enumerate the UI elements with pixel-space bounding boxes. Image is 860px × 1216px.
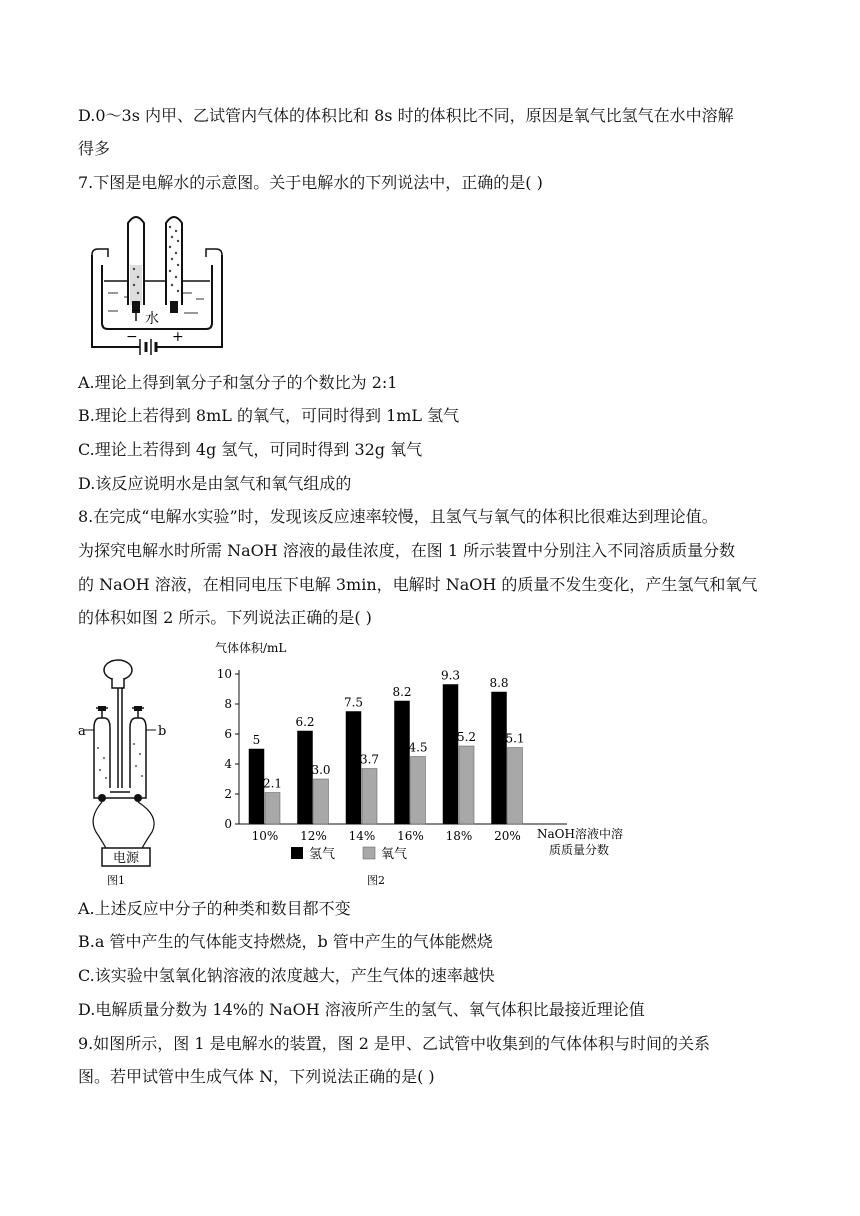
legend-label-hydrogen: 氢气 — [309, 847, 336, 862]
bar-oxygen — [508, 748, 523, 825]
plus-label: + — [172, 329, 184, 345]
y-tick-label: 0 — [224, 817, 232, 831]
bar-oxygen — [411, 757, 426, 825]
power-label: 电源 — [112, 851, 140, 866]
bar-oxygen — [314, 779, 329, 824]
q7-electrolysis-diagram — [88, 205, 238, 355]
bar-hydrogen — [492, 692, 507, 824]
q8-option-a: A.上述反应中分子的种类和数目都不变 — [78, 899, 351, 918]
fig1-caption: 图1 — [107, 874, 125, 887]
bar-label-oxygen: 3.0 — [311, 763, 331, 777]
option-d-prev-line2: 得多 — [78, 139, 111, 158]
bar-oxygen — [265, 793, 280, 825]
q8-option-c: C.该实验中氢氧化钠溶液的浓度越大，产生气体的速率越快 — [78, 966, 495, 985]
legend-label-oxygen: 氧气 — [381, 847, 408, 862]
x-tick-label: 18% — [445, 829, 473, 843]
bar-label-oxygen: 2.1 — [262, 776, 283, 791]
legend-swatch-hydrogen — [291, 847, 303, 859]
option-d-prev-line1: D.0～3s 内甲、乙试管内气体的体积比和 8s 时的体积比不同，原因是氧气比氢气在水中溶解 — [78, 106, 734, 125]
x-tick-label: 20% — [494, 829, 521, 843]
question-9-stem-line2: 图。若甲试管中生成气体 N，下列说法正确的是( ) — [78, 1067, 435, 1086]
q7-option-d: D.该反应说明水是由氢气和氧气组成的 — [78, 474, 352, 493]
water-dots — [108, 293, 204, 313]
chart-xlabel-line2: 质质量分数 — [549, 843, 610, 857]
fig1-apparatus — [78, 648, 198, 888]
chart-ylabel: 气体体积/mL — [215, 641, 287, 655]
label-a: a — [78, 724, 86, 739]
y-tick-label: 6 — [224, 727, 232, 741]
question-8-stem-line2: 为探究电解水时所需 NaOH 溶液的最佳浓度，在图 1 所示装置中分别注入不同溶质质量分数 — [78, 541, 736, 560]
fig2-caption: 图2 — [367, 874, 385, 887]
x-tick-label: 16% — [397, 829, 424, 843]
question-8-stem-line3: 的 NaOH 溶液，在相同电压下电解 3min，电解时 NaOH 的质量不发生变化，产生氢气和氧气 — [78, 575, 758, 594]
bar-label-oxygen: 3.7 — [359, 752, 380, 767]
bar-label-oxygen: 5.2 — [456, 730, 477, 744]
x-tick-label: 12% — [300, 829, 327, 843]
q7-option-b: B.理论上若得到 8mL 的氧气，可同时得到 1mL 氢气 — [78, 406, 460, 425]
q7-option-c: C.理论上若得到 4g 氢气，可同时得到 32g 氧气 — [78, 440, 423, 459]
bar-label-oxygen: 5.1 — [505, 731, 525, 746]
bar-label-hydrogen: 8.8 — [489, 676, 509, 690]
bar-oxygen — [459, 746, 474, 824]
bar-hydrogen — [249, 749, 264, 824]
bar-label-hydrogen: 5 — [252, 733, 261, 747]
q8-option-d: D.电解质量分数为 14%的 NaOH 溶液所产生的氢气、氧气体积比最接近理论值 — [78, 1000, 645, 1019]
bar-label-hydrogen: 7.5 — [343, 695, 364, 710]
bar-hydrogen — [395, 701, 410, 824]
q8-option-b: B.a 管中产生的气体能支持燃烧，b 管中产生的气体能燃烧 — [78, 932, 493, 951]
y-tick-label: 10 — [216, 667, 232, 681]
water-label: 水 — [145, 311, 159, 327]
question-7-stem: 7.下图是电解水的示意图。关于电解水的下列说法中，正确的是( ) — [78, 173, 543, 192]
y-tick-label: 2 — [224, 787, 232, 801]
y-tick-label: 8 — [224, 697, 232, 711]
bar-label-oxygen: 4.5 — [408, 740, 428, 755]
x-tick-label: 10% — [251, 829, 279, 843]
bar-label-hydrogen: 8.2 — [392, 685, 412, 699]
bar-hydrogen — [298, 731, 313, 824]
label-b: b — [158, 724, 167, 739]
question-8-stem-line1: 8.在完成“电解水实验”时，发现该反应速率较慢，且氢气与氧气的体积比很难达到理论值。 — [78, 507, 718, 526]
question-9-stem-line1: 9.如图所示，图 1 是电解水的装置，图 2 是甲、乙试管中收集到的气体体积与时间的关系 — [78, 1034, 710, 1053]
bar-hydrogen — [443, 685, 458, 825]
x-tick-label: 14% — [348, 829, 376, 843]
bar-label-hydrogen: 9.3 — [440, 668, 461, 683]
minus-label: − — [126, 329, 138, 345]
legend-swatch-oxygen — [363, 847, 375, 859]
bar-hydrogen — [346, 712, 361, 825]
chart-xlabel-line1: NaOH溶液中溶 — [537, 827, 623, 841]
question-8-stem-line4: 的体积如图 2 所示。下列说法正确的是( ) — [78, 608, 372, 627]
y-tick-label: 4 — [224, 757, 232, 771]
q7-option-a: A.理论上得到氧分子和氢分子的个数比为 2:1 — [78, 373, 398, 392]
bar-oxygen — [362, 769, 377, 825]
bar-label-hydrogen: 6.2 — [295, 715, 315, 729]
fig2-bar-chart — [205, 638, 635, 888]
